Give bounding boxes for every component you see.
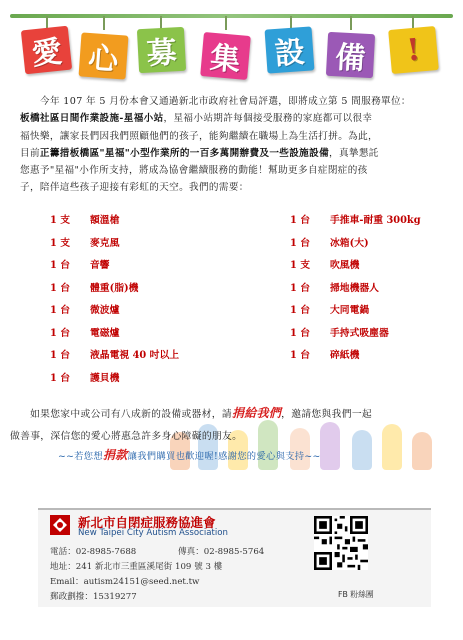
closing-text-part: 如果您家中或公司有八成新的設備或器材，請 <box>30 409 232 420</box>
banner-tile: 愛 <box>21 26 72 75</box>
intro-line: 您惠予"星福"小作所支持，將成為協會繼續服務的動能！幫助更多自症閉症的孩 <box>20 165 368 177</box>
list-item: 1 台 微波爐 <box>50 305 120 316</box>
list-item: 1 台 手持式吸塵器 <box>290 327 389 339</box>
intro-line: 子，陪伴這些孩子迎接有彩虹的天空。我們的需要： <box>20 182 249 194</box>
donate-items-highlight: 捐給我們 <box>231 406 282 420</box>
list-item: 1 台 護貝機 <box>50 372 120 384</box>
fax-text: 傳真：02-8985-5764 <box>178 547 265 557</box>
contact-footer <box>38 508 431 607</box>
postal-account-text: 郵政劃撥：15319277 <box>50 592 137 602</box>
intro-line: 福快樂，讓家長們因我們照顧他們的孩子，能夠繼續在職場上為生活打拼。為此， <box>20 130 378 142</box>
list-item: 1 台 液晶電視 40 吋以上 <box>50 350 180 361</box>
closing-text-part: 讓我們購買也歡迎喔!感謝您的愛心與支持~~ <box>127 451 321 462</box>
closing-text <box>10 400 460 470</box>
phone-text: 電話：02-8985-7688 <box>50 547 137 557</box>
intro-line: 今年 107 年 5 月份本會又通過新北市政府社會局評選，即將成立第 5 間服務單位： <box>40 96 411 107</box>
hanger <box>225 16 227 30</box>
banner-tile: 心 <box>79 32 129 79</box>
list-item: 1 支 麥克風 <box>50 237 120 249</box>
qr-code-icon[interactable] <box>314 516 368 570</box>
association-logo-icon <box>50 515 70 535</box>
list-item: 1 台 電磁爐 <box>50 327 120 339</box>
list-item: 1 台 大同電鍋 <box>290 305 370 316</box>
fundraising-goal: 正籌措板橋區"星福"小型作業所的一百多萬開辦費及一些設施設備 <box>39 147 330 159</box>
banner-tile: 募 <box>137 27 186 73</box>
banner-tile: 設 <box>265 26 315 73</box>
banner-tile: 集 <box>200 32 251 80</box>
closing-line <box>30 404 372 421</box>
list-item: 1 台 體重(脂)機 <box>50 282 139 294</box>
donate-money-highlight: 捐款 <box>102 448 128 462</box>
list-item: 1 台 冰箱(大) <box>290 237 369 249</box>
list-item: 1 支 吹風機 <box>290 260 360 271</box>
organization-name: 新北市自閉症服務協進會 <box>78 515 216 530</box>
banner <box>0 0 463 88</box>
closing-text-part: ，邀請您與我們一起 <box>281 409 373 420</box>
email-text[interactable]: Email：autism24151@seed.net.tw <box>50 577 200 587</box>
intro-text: ，星福小站期許每個接受服務的家庭都可以很幸 <box>163 113 373 125</box>
closing-text-part: ~~若您想 <box>58 451 103 462</box>
facility-name: 板橋社區日間作業設施-星福小站 <box>20 113 164 125</box>
hanger <box>350 16 352 30</box>
donation-note <box>58 446 321 463</box>
intro-text: 目前 <box>20 147 40 159</box>
qr-caption: FB 粉絲團 <box>338 590 374 599</box>
hanger <box>103 16 105 30</box>
list-item: 1 台 音響 <box>50 260 110 271</box>
organization-name-en: New Taipei City Autism Association <box>78 528 228 538</box>
vine-decoration <box>10 14 453 18</box>
list-item: 1 台 掃地機器人 <box>290 282 379 294</box>
closing-line: 做善事，深信您的愛心將惠急許多身心障礙的朋友。 <box>10 431 243 442</box>
list-item: 1 台 手推車-耐重 300kg <box>290 215 421 226</box>
banner-tile: ! <box>388 26 439 74</box>
banner-tile: 備 <box>326 32 375 78</box>
intro-line <box>20 110 445 127</box>
intro-paragraph <box>20 93 445 197</box>
address-text: 地址：241 新北市三重區溪尾街 109 號 3 樓 <box>50 562 223 572</box>
list-item: 1 支 額溫槍 <box>50 215 120 226</box>
list-item: 1 台 碎紙機 <box>290 350 360 361</box>
intro-line <box>20 145 445 162</box>
intro-text: ，真摯懇託 <box>329 147 379 159</box>
